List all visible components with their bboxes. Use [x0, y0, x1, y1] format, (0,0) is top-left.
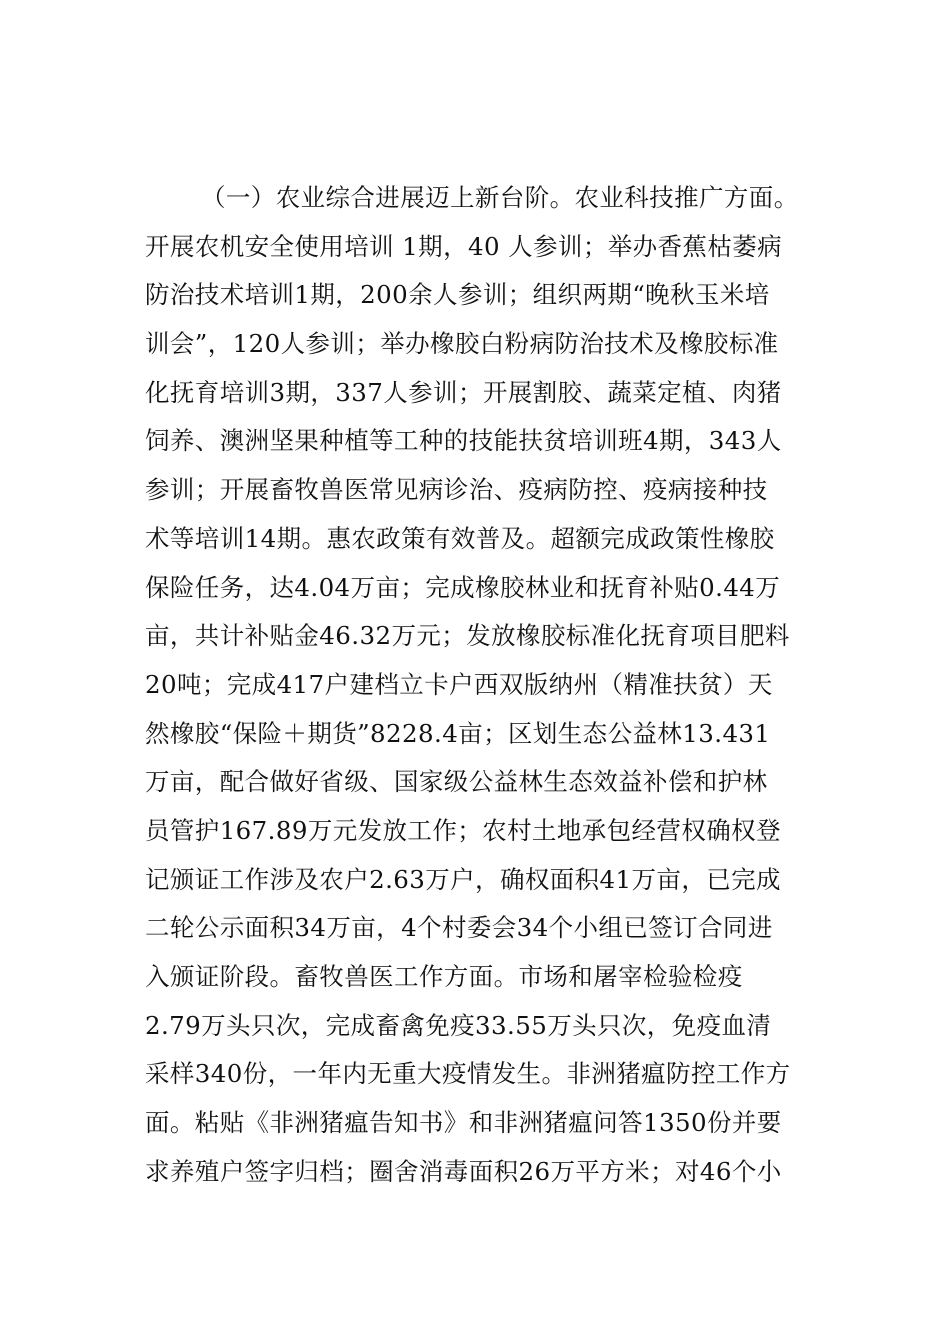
text-line: 防治技术培训1期，200余人参训；组织两期“晚秋玉米培	[145, 280, 770, 310]
text-line: 面。粘贴《非洲猪瘟告知书》和非洲猪瘟问答1350份并要	[145, 1108, 782, 1138]
body-paragraph	[145, 174, 825, 1196]
text-line: 求养殖户签字归档；圈舍消毒面积26万平方米；对46个小	[145, 1156, 782, 1186]
text-line: 术等培训14期。惠农政策有效普及。超额完成政策性橡胶	[145, 523, 775, 553]
text-line: 参训；开展畜牧兽医常见病诊治、疫病防控、疫病接种技	[145, 475, 768, 505]
text-line: 员管护167.89万元发放工作；农村土地承包经营权确权登	[145, 815, 781, 845]
text-line: 训会”，120人参训；举办橡胶白粉病防治技术及橡胶标准	[145, 329, 779, 359]
text-line: 记颁证工作涉及农户2.63万户，确权面积41万亩，已完成	[145, 864, 781, 894]
text-line: 饲养、澳洲坚果种植等工种的技能扶贫培训班4期，343人	[145, 426, 782, 456]
text-line: 二轮公示面积34万亩，4个村委会34个小组已签订合同进	[145, 913, 773, 943]
text-line: 2.79万头只次，完成畜禽免疫33.55万头只次，免疫血清	[145, 1010, 772, 1040]
text-line: （一）农业综合进展迈上新台阶。农业科技推广方面。	[201, 183, 799, 212]
text-line: 亩，共计补贴金46.32万元；发放橡胶标准化抚育项目肥料	[145, 621, 790, 651]
text-line: 开展农机安全使用培训 1期，40 人参训；举办香蕉枯萎病	[145, 231, 783, 261]
text-line: 采样340份，一年内无重大疫情发生。非洲猪瘟防控工作方	[145, 1059, 791, 1089]
text-line: 然橡胶“保险＋期货”8228.4亩；区划生态公益林13.431	[145, 718, 771, 748]
text-line: 保险任务，达4.04万亩；完成橡胶林业和抚育补贴0.44万	[145, 572, 781, 602]
text-line: 入颁证阶段。畜牧兽医工作方面。市场和屠宰检验检疫	[145, 962, 743, 991]
text-line: 化抚育培训3期，337人参训；开展割胶、蔬菜定植、肉猪	[145, 377, 782, 407]
text-line: 20吨；完成417户建档立卡户西双版纳州（精准扶贫）天	[145, 669, 773, 699]
text-line: 万亩，配合做好省级、国家级公益林生态效益补偿和护林	[145, 767, 768, 797]
